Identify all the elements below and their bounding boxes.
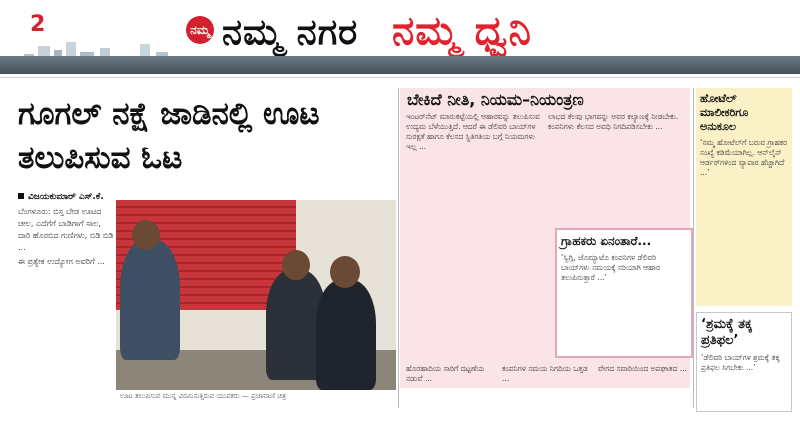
paper-name: ಪ್ರಜಾವಾಣಿ (708, 6, 770, 27)
photo-caption: ಊಟ ತಲುಪಿಸುವ ಮುನ್ನ ವಿರಮಿಸುತ್ತಿರುವ ಯುವಕರು — ಪ್ರಜಾವಾಣಿ ಚಿತ್ರ (120, 392, 286, 400)
person-1-head (132, 220, 160, 250)
article-lower-column: ಹೊರಹಾದಿಯ ಸಾರಿಗೆ ದಟ್ಟಣೆಯ ನಡುವೆ ... (406, 364, 485, 383)
issue-date: ಸೋಮವಾರ • ಆಗಸ್ಟ್ 12, 2019 (636, 32, 770, 45)
masthead (0, 0, 800, 78)
lead-paragraph: ಈ ಪ್ರತ್ಯೇಕ ಉದ್ಯೋಗ ಅವರಿಗೆ ... (18, 257, 105, 266)
page-number: 2 (30, 12, 46, 37)
section-title: ನಮ್ಮ ನಗರ (222, 12, 359, 53)
hotel-owners-body: ‘ನಮ್ಮ ಹೋಟೆಲ್‌ಗೆ ಬರುವ ಗ್ರಾಹಕರ ಸಂಖ್ಯೆ ಕಡಿಮೆಯಾಗಿಲ್ಲ. ಆನ್‌ಲೈನ್ ಆರ್ಡರ್‌ಗಳಿಂದ ವ್ಯಾಪಾರ ಹೆಚ್ಚಾಗಿದೆ ...’ (700, 138, 787, 177)
article-column-b: ಲಾಭದ ಕೆಲವು ಭಾಗವನ್ನು ಅವರ ಕಲ್ಯಾಣಕ್ಕೆ ನೀಡಬೇಕು. ಕಂಪನಿಗಳು ಕೆಲಸದ ಅವಧಿ ನಿಗದಿಪಡಿಸಬೇಕು ... (548, 112, 679, 131)
lead-headline: ಗೂಗಲ್ ನಕ್ಷೆ ಜಾಡಿನಲ್ಲಿ ಊಟ ತಲುಪಿಸುವ ಓಟ (18, 96, 320, 176)
section-subtitle: ನಮ್ಮ ಧ್ವನಿ (392, 8, 532, 54)
lead-photo (116, 200, 396, 390)
lead-paragraph: ಬೆಂಗಳೂರು: ಬಿಸ್ತ ಬೇಡ ಊಟದ ಚೀಲ, ಎದೆಗೆಗೆ ಬಾಡಿಗಾಗೆ ಸಾಲ, ದಾರಿ ಹೊರಬಿದ ಗುಣಿಗಳು, ಬಿಡಿ ಬಿಡಿ ... (18, 207, 114, 252)
lead-body (18, 206, 114, 270)
column-divider (398, 88, 399, 408)
article-heading: ಬೇಕಿದೆ ನೀತಿ, ನಿಯಮ–ನಿಯಂತ್ರಣ (407, 90, 584, 109)
column-divider (693, 88, 694, 408)
hotel-owners-heading: ಹೋಟೆಲ್ ಮಾಲೀಕರಿಗೂ ಅನುಕೂಲ (700, 92, 749, 133)
reward-body: ‘ಡೆಲಿವರಿ ಬಾಯ್‌ಗಳ ಶ್ರಮಕ್ಕೆ ತಕ್ಕ ಪ್ರತಿಫಲ ಸಿಗಬೇಕು ...’ (701, 353, 780, 372)
article-lower-column: ಕಂಪನಿಗಳ ಸಮಯ ನಿಗದಿಯ ಒತ್ತಡ ... (502, 364, 588, 383)
byline: ವಿಜಯಕುಮಾರ್ ಎಸ್.ಕೆ. (18, 192, 104, 202)
hotel-owners-box (696, 88, 792, 306)
reward-box (696, 312, 792, 412)
customers-box (555, 228, 693, 358)
customers-heading: ಗ್ರಾಹಕರು ಏನಂತಾರೆ... (561, 234, 652, 248)
person-2-head (282, 250, 310, 280)
person-3 (316, 280, 376, 390)
road-traffic-illustration (0, 56, 800, 74)
section-logo: ನಮ್ಮ (186, 16, 214, 44)
person-3-head (330, 256, 360, 288)
article-column-a: ಇಂಟರ್‌ನೆಟ್ ಮಾರುಕಟ್ಟೆಯಲ್ಲಿ ಆಹಾರವನ್ನು ತಲುಪಿಸುವ ಉದ್ಯಮ ಬೆಳೆಯುತ್ತಿದೆ. ಆದರೆ ಈ ಡೆಲಿವರಿ ಬಾಯ್‌ಗಳ ಸುರಕ್ಷತೆ ಹಾಗೂ ಕೆಲಸದ ಸ್ಥಿತಿಗತಿಯ ಬಗ್ಗೆ ನಿಯಮಗಳು ಇಲ್ಲ ... (406, 112, 540, 151)
person-1 (120, 240, 180, 360)
reward-heading: ‘ಶ್ರಮಕ್ಕೆ ತಕ್ಕ ಪ್ರತಿಫಲ’ (701, 317, 753, 348)
article-lower-column: ವೇಗದ ಸವಾರಿಯಿಂದ ಅಪಘಾತದ ... (598, 364, 687, 373)
customers-body: ‘ಸ್ವಿಗ್ಗಿ, ಜೊಮ್ಯಾಟೊ ಕಂಪನಿಗಳ ಡೆಲಿವರಿ ಬಾಯ್‌ಗಳು ಸಮಯಕ್ಕೆ ಸರಿಯಾಗಿ ಆಹಾರ ತಲುಪಿಸುತ್ತಾರೆ ...’ (561, 253, 660, 282)
